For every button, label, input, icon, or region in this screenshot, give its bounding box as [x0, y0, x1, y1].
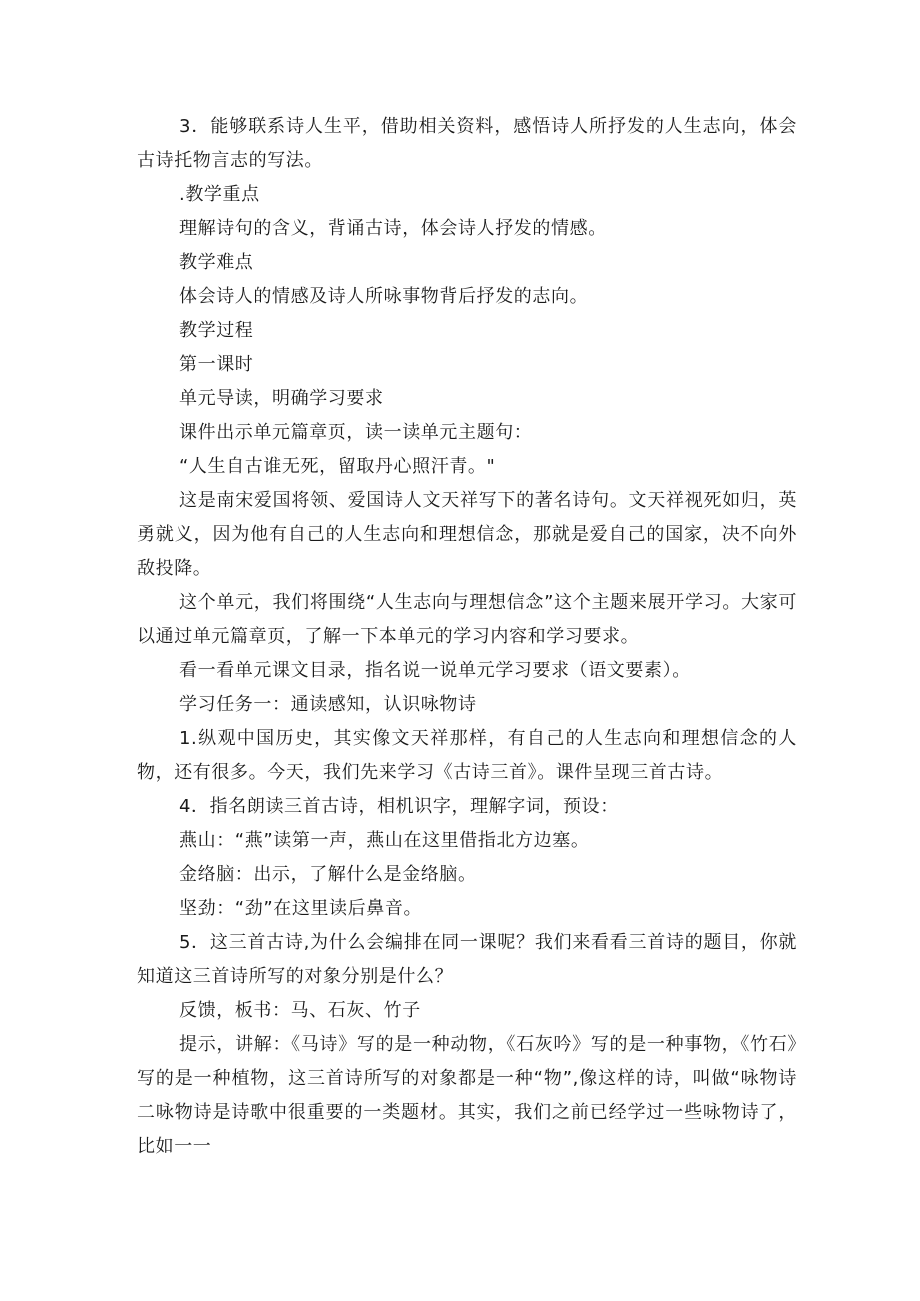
paragraph-focus-content: 理解诗句的含义，背诵古诗，体会诗人抒发的情感。: [179, 218, 607, 239]
paragraph-jianjin: 坚劲：“劲”在这里读后鼻音。: [179, 898, 423, 919]
heading-first-lesson: 第一课时: [179, 354, 254, 375]
heading-teaching-process: 教学过程: [179, 320, 254, 341]
paragraph-yanshan: 燕山：“燕”读第一声，燕山在这里借指北方边塞。: [179, 830, 590, 851]
paragraph-difficulty-content: 体会诗人的情感及诗人所咏事物背后抒发的志向。: [179, 286, 589, 307]
paragraph-objective-3: 3．能够联系诗人生平，借助相关资料，感悟诗人所抒发的人生志向，体会古诗托物言志的写法。: [137, 116, 797, 171]
paragraph-explanation: 提示，讲解：《马诗》写的是一种动物，《石灰吟》写的是一种事物，《竹石》写的是一种植物，这三首诗所写的对象都是一种“物”,像这样的诗，叫做“咏物诗二咏物诗是诗歌中很重要的一类题材。其实，我们之前已经学过一些咏物诗了，比如一一: [137, 1034, 797, 1157]
paragraph-unit-page: 课件出示单元篇章页，读一读单元主题句：: [179, 422, 533, 443]
paragraph-step-4: 4．指名朗读三首古诗，相机识字，理解字词，预设：: [179, 796, 619, 817]
paragraph-feedback: 反馈，板书：马、石灰、竹子: [179, 1000, 421, 1021]
paragraph-jinluonao: 金络脑：出示，了解什么是金络脑。: [179, 864, 477, 885]
heading-teaching-difficulty: 教学难点: [179, 252, 254, 273]
quote-theme-sentence: “人生自古谁无死，留取丹心照汗青。": [179, 456, 496, 477]
paragraph-step-5: 5．这三首古诗,为什么会编排在同一课呢？我们来看看三首诗的题目，你就知道这三首诗所写的对象分别是什么？: [137, 932, 797, 987]
heading-teaching-focus: .教学重点: [179, 184, 260, 205]
paragraph-unit-catalog: 看一看单元课文目录，指名说一说单元学习要求（语文要素）。: [179, 660, 691, 681]
heading-task-one: 学习任务一：通读感知，认识咏物诗: [179, 694, 477, 715]
heading-unit-intro: 单元导读，明确学习要求: [179, 388, 384, 409]
document-body: [137, 110, 797, 1164]
paragraph-wen-tianxiang: 这是南宋爱国将领、爱国诗人文天祥写下的著名诗句。文天祥视死如归，英勇就义，因为他有自己的人生志向和理想信念，那就是爱自己的国家，决不向外敌投降。: [137, 490, 797, 579]
paragraph-step-1: 1.纵观中国历史，其实像文天祥那样，有自己的人生志向和理想信念的人物，还有很多。今天，我们先来学习《古诗三首》。课件呈现三首古诗。: [137, 728, 797, 783]
paragraph-unit-theme: 这个单元，我们将围绕“人生志向与理想信念”这个主题来展开学习。大家可以通过单元篇章页，了解一下本单元的学习内容和学习要求。: [137, 592, 797, 647]
